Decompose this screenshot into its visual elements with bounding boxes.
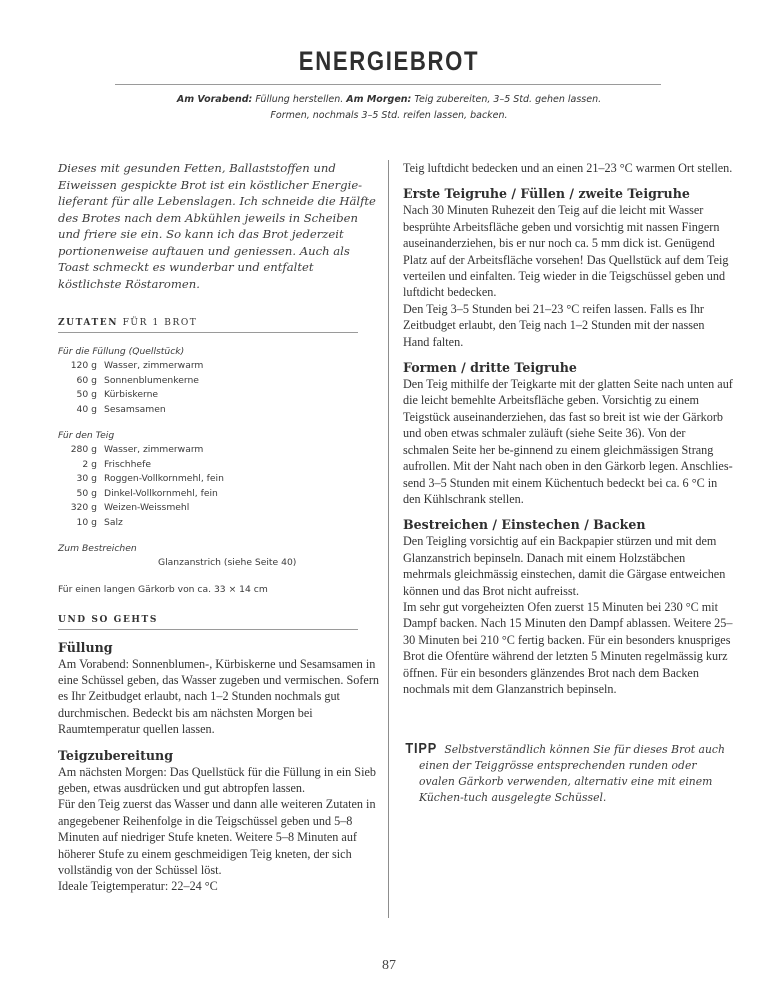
ingredient-name: Weizen-Weissmehl <box>104 502 190 513</box>
ingredient-qty: 50 g <box>76 389 97 400</box>
ingredient-qty: 280 g <box>70 444 97 455</box>
page-number: 87 <box>382 958 396 973</box>
ingredient-name: Roggen-Vollkornmehl, fein <box>104 473 224 484</box>
schedule-line-1 <box>0 92 778 108</box>
ingredients-heading <box>58 318 358 333</box>
ingredient-row <box>58 458 388 473</box>
ingredient-row <box>58 359 388 374</box>
ingredient-row <box>58 487 388 502</box>
ingredient-group-filling <box>58 345 388 417</box>
method-step <box>58 747 388 895</box>
method-step <box>58 639 388 738</box>
ingredient-group-brushing <box>58 542 388 571</box>
ingredient-row <box>58 472 388 487</box>
left-column <box>58 160 388 895</box>
method-step <box>403 516 733 697</box>
schedule-line-2: Formen, nochmals 3–5 Std. reifen lassen, backen. <box>270 110 508 121</box>
ingredient-row <box>58 388 388 403</box>
step-text: Den Teig mithilfe der Teigkarte mit der glatten Seite nach unten auf die leicht bemehlte Arbeitsfläche geben. Vorsichtig zu einem Teigstück auseinanderziehen, das fast so breit ist wie der Gärkorb und oben etwas schmaler zuläuft (siehe Seite 36). Von der schmalen Seite her be-ginnend zu einem gleichmässigen Strang aufrollen. Mit der Naht nach oben in den Gärkorb legen. Anschlies-send 3–5 Stunden mit einem Küchentuch bedeckt bei ca. 6 °C in den Kühlschrank stellen. <box>403 377 733 506</box>
page-title: ENERGIEBROT <box>298 46 480 76</box>
ingredient-group-label: Für die Füllung (Quellstück) <box>58 346 185 357</box>
ingredient-row <box>58 516 388 531</box>
ingredient-qty: 50 g <box>76 487 97 499</box>
recipe-schedule <box>0 92 778 124</box>
step-title: Teigzubereitung <box>58 747 174 763</box>
step-text: Am Vorabend: Sonnenblumen-, Kürbiskerne und Sesamsamen in eine Schüssel geben, das Wasser zugeben und vermischen. Sofern es Ihr Zeitbudget erlaubt, nach 1–2 Stunden nochmals gut durchmischen. Bedeckt bis am nächsten Morgen bei Raumtemperatur quellen lassen. <box>58 656 379 737</box>
ingredient-group-label: Für den Teig <box>58 430 115 441</box>
ingredient-row <box>58 403 388 418</box>
ingredient-name: Kürbiskerne <box>104 389 159 400</box>
step-text: Den Teigling vorsichtig auf ein Backpapier stürzen und mit dem Glanzanstrich bepinseln. Danach mit einem Holzstäbchen mehrmals gleichmässig einstechen, damit die Gärgase entweichen können und das Brot nicht aufreisst. Im sehr gut vorgeheizten Ofen zuerst 15 Minuten bei 230 °C mit Dampf backen. Nach 15 Minuten den Dampf ablassen. Weitere 25–30 Minuten bei 210 °C fertig backen. Für ein besonders knuspriges Brot die Ofentüre während der letzten 5 Minuten regelmässig kurz öffnen. Für ein besonders glänzendes Brot nach dem Backen nochmals mit dem Glanzanstrich bepinseln. <box>403 534 733 696</box>
tip-text: Selbstverständlich können Sie für dieses Brot auch einen der Teiggrösse entsprechenden runden oder ovalen Gärkorb verwenden, alternativ eine mit einem Küchen-tuch ausgelegte Schüssel. <box>419 743 725 805</box>
ingredient-name: Dinkel-Vollkornmehl, fein <box>104 487 218 499</box>
schedule-text-morning: Teig zubereiten, 3–5 Std. gehen lassen. <box>411 94 602 105</box>
schedule-text-evening: Füllung herstellen. <box>252 94 347 105</box>
step-title: Füllung <box>58 639 113 655</box>
step-text: Am nächsten Morgen: Das Quellstück für die Füllung in ein Sieb geben, etwas ausdrücken und gut abtropfen lassen. Für den Teig zuerst das Wasser und dann alle weiteren Zutaten in angegebener Reihenfolge in die Teigschüssel geben und 5–8 Minuten auf niedriger Stufe kneten. Weitere 5–8 Minuten auf höherer Stufe zu einem geschmeidigen Teig kneten, der sich vollständig von der Schüssel löst. Ideale Teigtemperatur: 22–24 °C <box>58 764 376 894</box>
ingredient-name: Salz <box>104 516 123 528</box>
step-continuation-text: Teig luftdicht bedecken und an einen 21–23 °C warmen Ort stellen. <box>403 161 733 175</box>
ingredient-qty: 120 g <box>70 360 97 371</box>
ingredients-heading-yield: FÜR 1 BROT <box>122 318 198 328</box>
ingredients-note: Für einen langen Gärkorb von ca. 33 × 14 cm <box>58 583 268 595</box>
ingredient-qty: 10 g <box>76 516 97 528</box>
step-title: Erste Teigruhe / Füllen / zweite Teigruhe <box>403 186 690 202</box>
ingredient-row <box>58 443 388 458</box>
column-divider <box>388 160 389 918</box>
ingredient-qty <box>58 556 158 571</box>
method-heading <box>58 615 358 630</box>
title-rule <box>115 84 661 85</box>
ingredient-qty: 320 g <box>70 502 97 513</box>
ingredient-qty: 40 g <box>76 403 97 415</box>
ingredient-qty: 2 g <box>82 458 97 470</box>
ingredient-name: Frischhefe <box>104 458 151 470</box>
ingredient-row <box>58 501 388 516</box>
tip-label: TIPP <box>405 740 438 758</box>
step-title: Formen / dritte Teigruhe <box>403 360 577 376</box>
step-title: Bestreichen / Einstechen / Backen <box>403 517 646 533</box>
ingredient-name: Glanzanstrich (siehe Seite 40) <box>158 557 297 568</box>
step-text: Nach 30 Minuten Ruhezeit den Teig auf die leicht mit Wasser besprühte Arbeitsfläche geben und vorsichtig mit nassen Fingern auseinanderziehen, bis er nur noch ca. 5 mm dick ist. Genügend Platz auf der Arbeitsfläche vorsehen! Das Quellstück auf dem Teig verteilen und einfalten. Teig wieder in die Teigschüssel geben und luftdicht bedecken. Den Teig 3–5 Stunden bei 21–23 °C reifen lassen. Falls es Ihr Zeitbudget erlaubt, den Teig nach 1–2 Stunden mit der nassen Hand falten. <box>403 203 729 349</box>
ingredient-name: Sonnenblumenkerne <box>104 374 199 386</box>
schedule-label-evening: Am Vorabend: <box>176 94 253 105</box>
ingredient-group-label: Zum Bestreichen <box>58 543 137 554</box>
ingredient-group-dough <box>58 429 388 530</box>
ingredient-name: Wasser, zimmerwarm <box>104 444 204 455</box>
schedule-label-morning: Am Morgen: <box>346 94 412 105</box>
ingredient-row <box>58 556 388 571</box>
ingredient-name: Wasser, zimmerwarm <box>104 360 204 371</box>
method-step <box>403 185 733 350</box>
ingredient-row <box>58 374 388 389</box>
right-column <box>403 160 733 806</box>
intro-text: Dieses mit gesunden Fetten, Ballaststoffen und Eiweissen gespickte Brot ist ein köstlicher Energie-lieferant für alle Lebenslagen. Ich schneide die Hälfte des Brotes nach dem Abkühlen jeweils in Scheiben und friere sie ein. So kann ich das Brot jederzeit portionenweise auftauen und geniessen. Auch als Toast schmeckt es wunderbar und entfaltet köstlichste Röstaromen. <box>58 161 376 291</box>
method-step <box>403 359 733 507</box>
ingredient-qty: 60 g <box>76 374 97 386</box>
ingredient-name: Sesamsamen <box>104 403 166 415</box>
ingredients-heading-label: ZUTATEN <box>58 318 119 328</box>
ingredient-qty: 30 g <box>76 473 97 484</box>
method-heading-label: UND SO GEHTS <box>58 614 158 625</box>
tip-box <box>403 725 733 806</box>
